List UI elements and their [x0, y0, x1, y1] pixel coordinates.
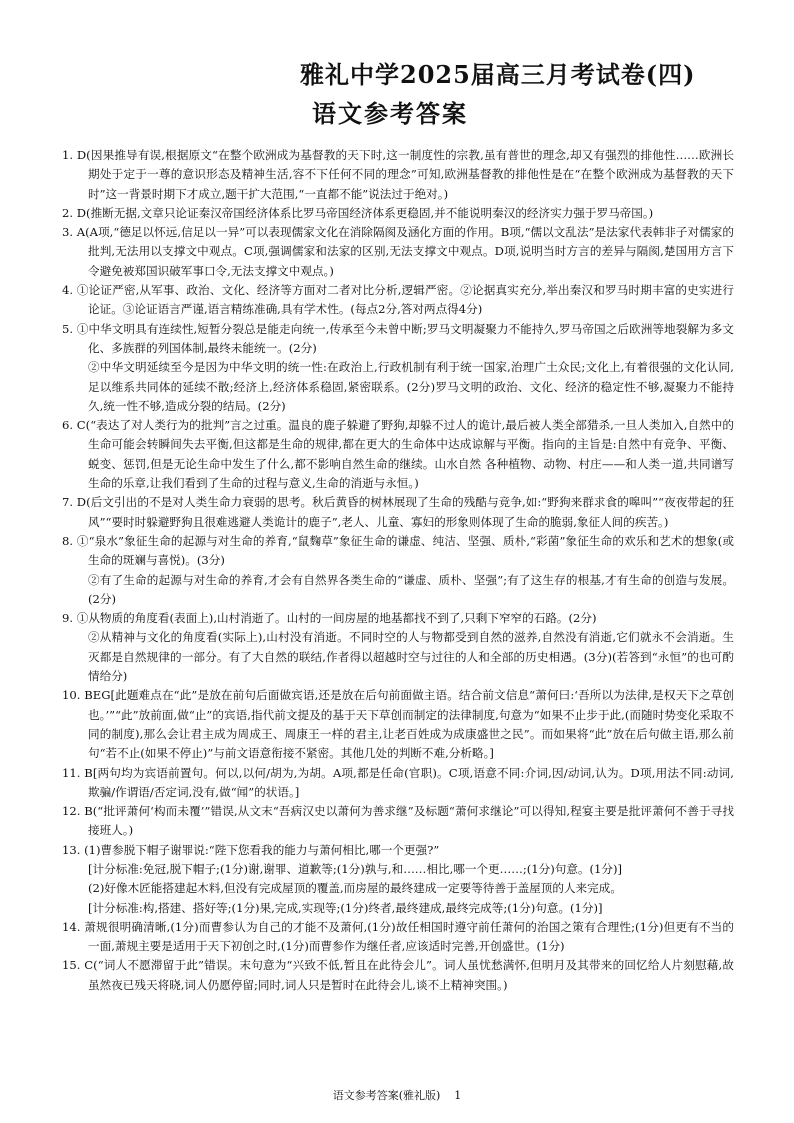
answer-paragraph: [计分标准:构,搭建、搭好等;(1分)果,完成,实现等;(1分)终者,最终建成,最终完成等;(1分)句意。(1分)] [88, 900, 603, 915]
answer-paragraph: 6. C(“表达了对人类行为的批判”言之过重。温良的鹿子躲避了野狗,却躲不过人的诡计,最后被人类全部猎杀,一旦人类加入,自然中的生命可能会转瞬间失去平衡,但这都是生命的规律,都在更大的生命体中达成谅解与平衡。指向的主旨是:自然中有竞争、平衡、蜕变、惩罚,但是无论生命中发生了什么,都不影响自然生命的继续。山水自然 各种植物、动物、村庄——和人类一道,共同谱写生命的乐章,让我们看到了生命的过程与意义,生命的消逝与永恒。) [62, 418, 734, 491]
answer-paragraph: ②中华文明延续至今是因为中华文明的统一性:在政治上,行政机制有利于统一国家,治理广土众民;文化上,有着很强的文化认同,足以维系共同体的延续不散;经济上,经济体系稳固,紧密联系。(2分)罗马文明的政治、文化、经济的稳定性不够,凝聚力不能持久,统一性不够,造成分裂的结局。(2分) [88, 360, 734, 413]
answer-paragraph: 13. (1)曹参脱下帽子谢罪说:“陛下您看我的能力与萧何相比,哪一个更强?” [62, 842, 440, 857]
answer-list [62, 146, 734, 995]
page-number: 1 [454, 1089, 462, 1102]
answer-paragraph: ②有了生命的起源与对生命的养育,才会有自然界各类生命的“谦虚、质朴、坚强”;有了这生存的根基,才有生命的创造与发展。(2分) [88, 572, 734, 606]
answer-paragraph: 5. ①中华文明具有连续性,短暂分裂总是能走向统一,传承至今未曾中断;罗马文明凝聚力不能持久,罗马帝国之后欧洲等地裂解为多文化、多族群的列国体制,最终未能统一。(2分) [62, 321, 734, 355]
answer-paragraph: 7. D(后文引出的不是对人类生命力衰弱的思考。秋后黄昏的树林展现了生命的残酷与竞争,如:“野狗来群求食的嗥叫”“夜夜带起的狂风”“要时时躲避野狗且很难逃避人类诡计的鹿子”,老人、儿童、寡妇的形象则体现了生命的脆弱,象征人间的疾苦。) [62, 495, 734, 529]
answer-paragraph: 9. ①从物质的角度看(表面上),山村消逝了。山村的一间房屋的地基都找不到了,只剩下窄窄的石路。(2分) [62, 611, 597, 626]
exam-title: 雅礼中学2025届高三月考试卷(四) [300, 60, 696, 89]
answer-paragraph: 2. D(推断无据,文章只论证秦汉帝国经济体系比罗马帝国经济体系更稳固,并不能说明秦汉的经济实力强于罗马帝国。) [62, 205, 654, 220]
answer-paragraph: [计分标准:免冠,脱下帽子;(1分)谢,谢罪、道歉等;(1分)孰与,和……相比,哪一个更……;(1分)句意。(1分)] [88, 861, 623, 876]
answer-paragraph: 10. BEG[此题难点在“此”是放在前句后面做宾语,还是放在后句前面做主语。结合前文信息“萧何曰:‘吾所以为法律,是权天下之草创也。’”“此”放前面,做“止”的宾语,指代前文提及的基于天下草创而制定的法律制度,句意为“如果不止步于此,(而随时势变化采取不同的制度),那么会让君主成为周成王、周康王一样的君主,让老百姓成为成康盛世之民”。而如果将“此”放在后句做主语,那么前句“若不止(如果不停止)”与前文语意衔接不紧密。其他几处的判断不难,分析略。] [62, 688, 734, 761]
answer-paragraph: (2)好像木匠能搭建起木料,但没有完成屋顶的覆盖,而房屋的最终建成一定要等待善于盖屋顶的人来完成。 [88, 881, 622, 896]
answer-paragraph: 4. ①论证严密,从军事、政治、文化、经济等方面对二者对比分析,逻辑严密。②论据真实充分,举出秦汉和罗马时期丰富的史实进行论证。③论证语言严谨,语言精练准确,具有学术性。(每点2分,答对两点得4分) [62, 283, 734, 317]
answer-paragraph: 3. A(A项,“德足以怀远,信足以一异”可以表现儒家文化在消除隔阂及涵化方面的作用。B项,“儒以文乱法”是法家代表韩非子对儒家的批判,无法用以支撑文中观点。C项,强调儒家和法家的区别,无法支撑文中观点。D项,说明当时方言的差异与隔阂,楚国用方言下令避免被郑国识破军事口令,无法支撑文中观点。) [62, 225, 734, 278]
page-footer [0, 1087, 794, 1103]
answer-paragraph: 11. B[两句均为宾语前置句。何以,以何/胡为,为胡。A项,都是任命(官职)。C项,语意不同:介词,因/动词,认为。D项,用法不同:动词,欺骗/作谓语/否定词,没有,做“闻”的状语。] [62, 765, 734, 799]
answer-paragraph: 12. B(“批评萧何‘构而未覆’”错误,从文末“吾病汉史以萧何为善求继”及标题“萧何求继论”可以得知,程宴主要是批评萧何不善于寻找接班人。) [62, 804, 734, 838]
footer-label: 语文参考答案(雅礼版) [332, 1089, 441, 1102]
answer-paragraph: 14. 萧规很明确清晰,(1分)而曹参认为自己的才能不及萧何,(1分)故任相国时遵守前任萧何的治国之策有合理性;(1分)但更有不当的一面,萧规主要是适用于天下初创之时,(1分)而曹参作为继任者,应该适时完善,开创盛世。(1分) [62, 919, 734, 954]
answer-paragraph: ②从精神与文化的角度看(实际上),山村没有消逝。不同时空的人与物都受到自然的滋养,自然没有消逝,它们就永不会消逝。生灭都是自然规律的一部分。有了大自然的联结,作者得以超越时空与过往的人和全部的历史相遇。(3分)(若答到“永恒”的也可酌情给分) [88, 630, 734, 684]
answer-paragraph: 1. D(因果推导有误,根据原文“在整个欧洲成为基督教的天下时,这一制度性的宗教,虽有普世的理念,却又有强烈的排他性……欧洲长期处于定于一尊的意识形态及精神生活,容不下任何不同的理念”可知,欧洲基督教的排他性是在“在整个欧洲成为基督教的天下时”这一背景时期下才成立,题干扩大范围,“一直都不能”说法过于绝对。) [62, 148, 734, 201]
answer-key-title: 语文参考答案 [312, 99, 468, 128]
answer-paragraph: 8. ①“泉水”象征生命的起源与对生命的养育,“鼠麴草”象征生命的谦虚、纯洁、坚强、质朴,“彩菌”象征生命的欢乐和艺术的想象(或生命的斑斓与喜悦)。(3分) [62, 533, 734, 568]
answer-paragraph: 15. C(“词人不愿滞留于此”错误。末句意为“兴致不低,暂且在此待会儿”。词人虽忧愁满怀,但明月及其带来的回忆给人片刻慰藉,故虽然夜已残天将晓,词人仍愿停留;同时,词人只是暂时在此待会儿,谈不上精神突围。) [62, 958, 734, 992]
